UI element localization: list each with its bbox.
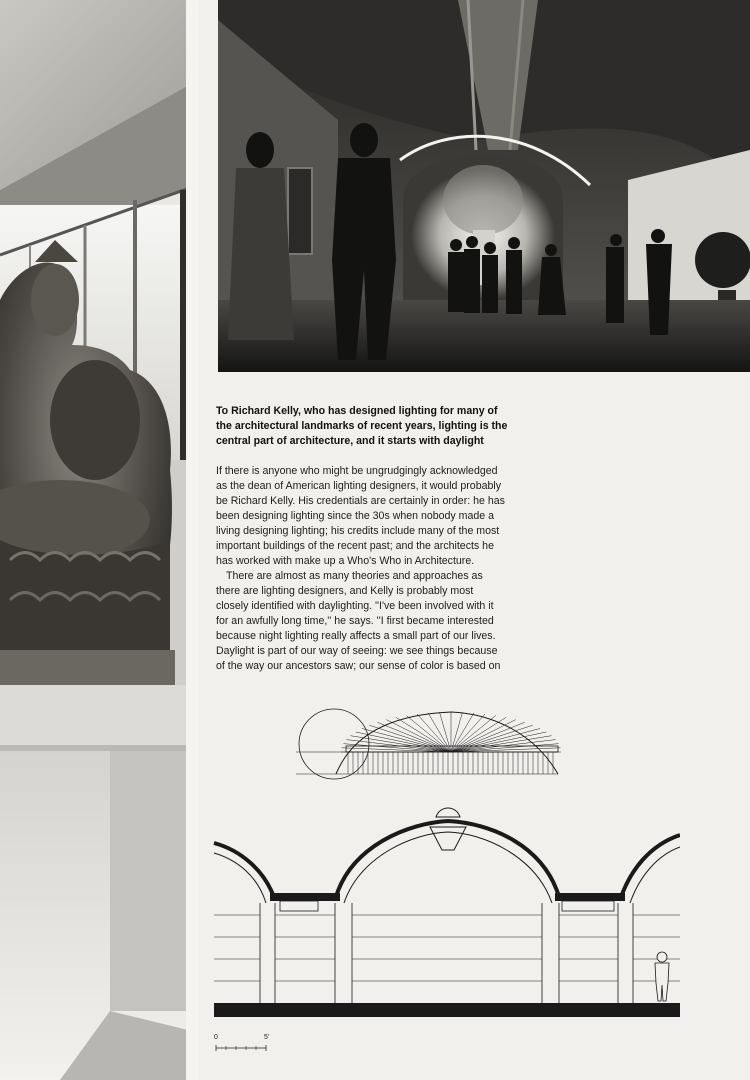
gallery-section-drawing [210,805,680,1030]
article-headline: To Richard Kelly, who has designed lighting for many of the architectural landmarks of recent years, lighting is the central part of architecture, and it starts with daylight [216,405,508,447]
scale-bar [214,1034,284,1054]
paragraph-2: There are almost as many theories and approaches as there are lighting designers, and Kelly is probably most closely identified with daylighting. ''I've been involved with it for an awfully long time,'' he says. ''I first became interested because night lighting really affects a small part of our lives. Daylight is part of our way of seeing: we see things because of the way our ancestors saw; our sense of color is based on [216,570,501,672]
article-body [216,464,554,674]
vaulted-gallery-photo [218,0,750,372]
scale-start-label: 0 [214,1034,218,1041]
scale-end-label: 5' [264,1034,270,1041]
sculpture-gallery-photo [0,0,198,1080]
paragraph-1: If there is anyone who might be ungrudgingly acknowledged as the dean of American lighting designers, it would probably be Richard Kelly. His credentials are certainly in order: he has been designing lighting since the 30s when nobody made a living designing lighting; his credits include many of the most important buildings of the recent past; and the architects he has worked with make up a Who's Who in Architecture. [216,465,505,567]
vault-geometry-drawing [296,706,568,806]
